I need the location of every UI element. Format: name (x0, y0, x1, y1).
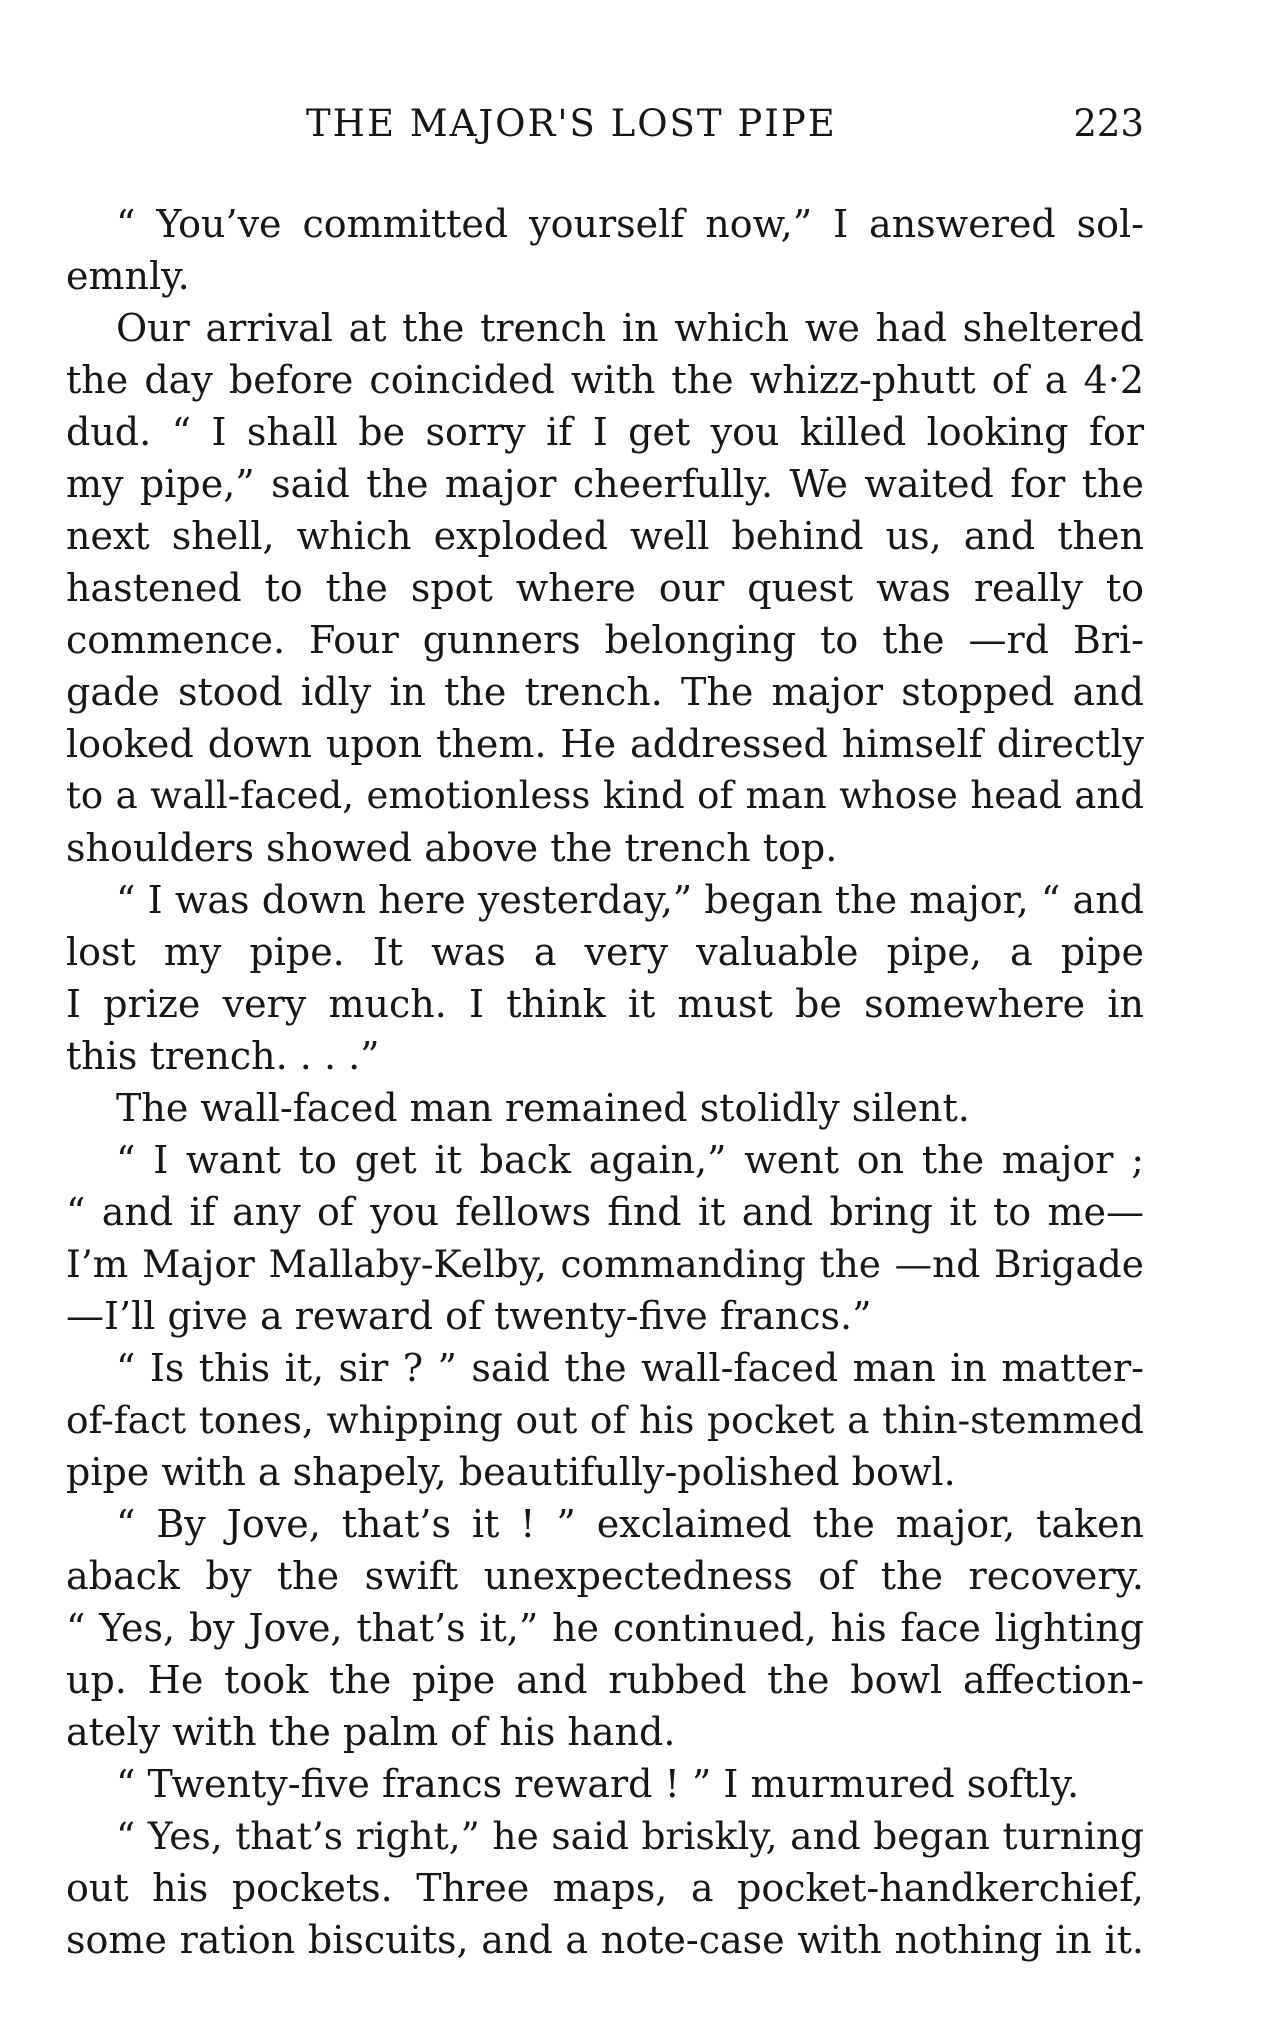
text-line: The wall-faced man remained stolidly silent. (116, 1086, 970, 1130)
text-line: “ Yes, that’s right,” he said briskly, and began turning (116, 1814, 1144, 1858)
text-line: I prize very much. I think it must be somewhere in (66, 982, 1144, 1026)
text-line: “ Is this it, sir ? ” said the wall-faced man in matter- (116, 1346, 1144, 1390)
text-line: shoulders showed above the trench top. (66, 826, 838, 870)
text-line: pipe with a shapely, beautifully-polished bowl. (66, 1450, 956, 1494)
text-line: of-fact tones, whipping out of his pocket a thin-stemmed (66, 1398, 1144, 1442)
page-number: 223 (1073, 102, 1144, 145)
text-line: looked down upon them. He addressed himself directly (66, 722, 1144, 766)
text-line: “ You’ve committed yourself now,” I answered sol- (116, 202, 1144, 246)
text-line: “ I was down here yesterday,” began the major, “ and (116, 878, 1144, 922)
text-line: some ration biscuits, and a note-case with nothing in it. (66, 1918, 1144, 1962)
text-line: out his pockets. Three maps, a pocket-handkerchief, (66, 1866, 1144, 1910)
body-text (66, 198, 1144, 1966)
running-head (66, 100, 1144, 148)
text-line: emnly. (66, 254, 190, 298)
text-line: gade stood idly in the trench. The major stopped and (66, 670, 1144, 714)
text-line: “ Yes, by Jove, that’s it,” he continued, his face lighting (66, 1606, 1144, 1650)
text-line: aback by the swift unexpectedness of the recovery. (66, 1554, 1144, 1598)
text-line: next shell, which exploded well behind us, and then (66, 514, 1144, 558)
text-line: “ and if any of you fellows find it and bring it to me— (66, 1190, 1144, 1234)
text-line: “ Twenty-five francs reward ! ” I murmured softly. (116, 1762, 1080, 1806)
text-line: commence. Four gunners belonging to the —rd Bri- (66, 618, 1144, 662)
text-line: “ I want to get it back again,” went on the major ; (116, 1138, 1144, 1182)
running-title: THE MAJOR'S LOST PIPE (306, 102, 837, 145)
text-line: I’m Major Mallaby-Kelby, commanding the —nd Brigade (66, 1242, 1144, 1286)
text-line: to a wall-faced, emotionless kind of man whose head and (66, 774, 1144, 817)
text-line: my pipe,” said the major cheerfully. We waited for the (66, 462, 1144, 506)
text-line: hastened to the spot where our quest was really to (66, 566, 1144, 610)
text-line: Our arrival at the trench in which we had sheltered (116, 306, 1144, 350)
text-line: dud. “ I shall be sorry if I get you killed looking for (66, 410, 1144, 454)
text-line: —I’ll give a reward of twenty-five francs.” (66, 1294, 872, 1338)
text-line: up. He took the pipe and rubbed the bowl affection- (66, 1658, 1144, 1702)
text-line: the day before coincided with the whizz-phutt of a 4·2 (66, 358, 1144, 402)
text-line: “ By Jove, that’s it ! ” exclaimed the major, taken (116, 1502, 1144, 1546)
text-line: lost my pipe. It was a very valuable pipe, a pipe (66, 930, 1144, 974)
text-line: ately with the palm of his hand. (66, 1710, 676, 1754)
text-line: this trench. . . .” (66, 1034, 380, 1078)
